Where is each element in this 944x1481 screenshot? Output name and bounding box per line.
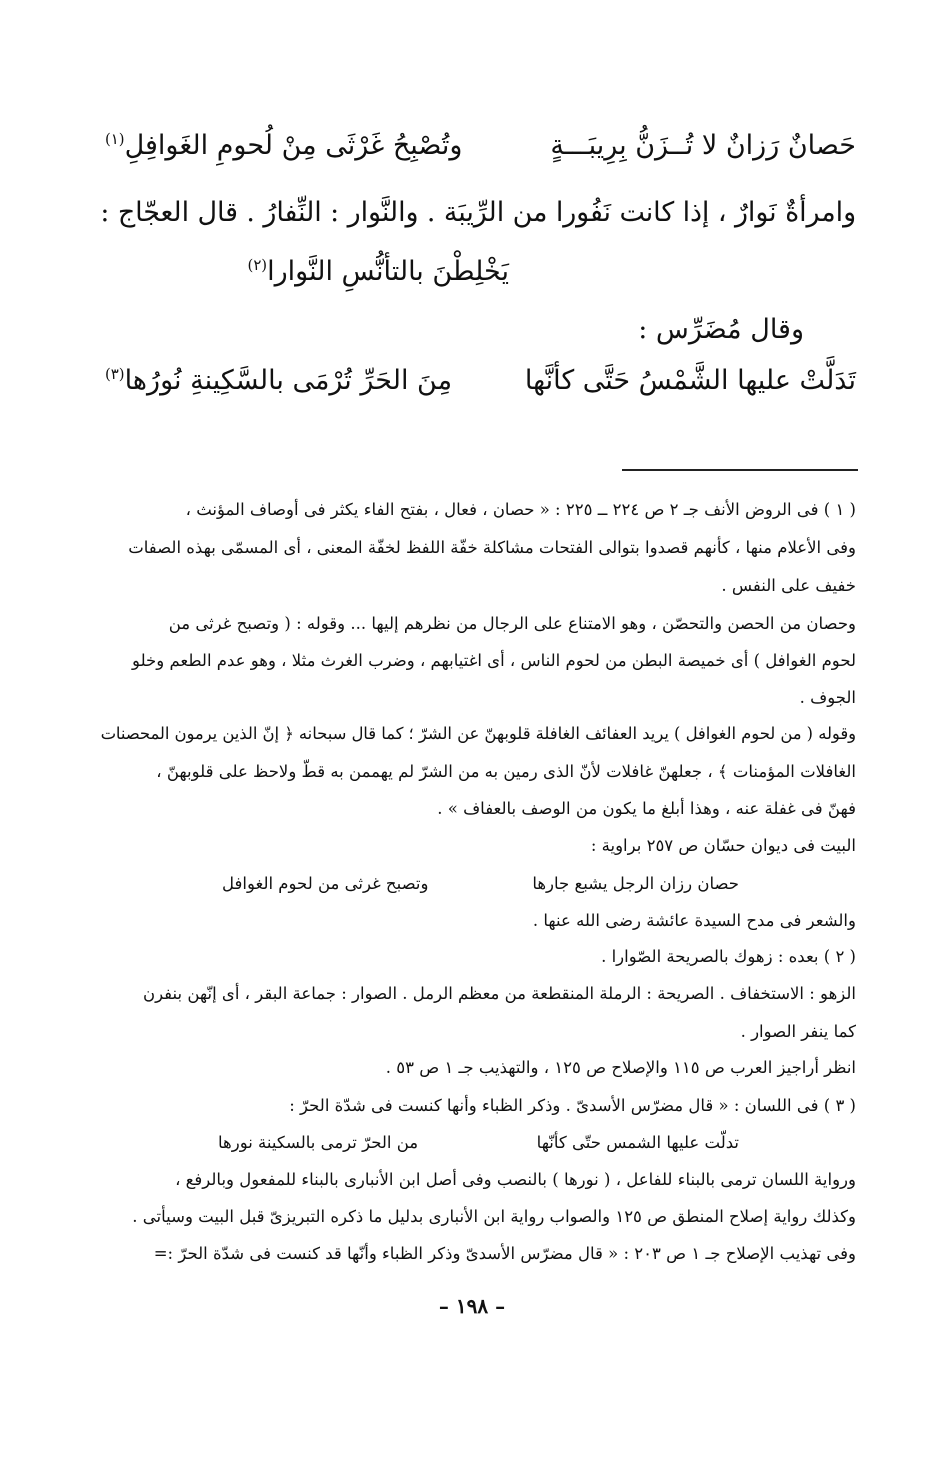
footnote-1-line-e: لحوم الغوافل ) أى خميصة البطن من لحوم الناس ، أى اغتيابهم ، وضرب الغرث مثلا ، وهو عدم الطعم وخلو [132, 651, 856, 670]
footnote-3-line-b: ورواية اللسان ترمى بالبناء للفاعل ، ( نورها ) بالنصب وفى أصل ابن الأنبارى بالبناء للمفعول وبالرفع ، [175, 1170, 856, 1189]
verse-1-second-text: وتُصْبِحُ غَرْثَى مِنْ لُحومِ الغَوافِلِ [124, 130, 463, 161]
footnote-3-line-c: وكذلك رواية إصلاح المنطق ص ١٢٥ والصواب رواية ابن الأنبارى بدليل ما ذكره التبريزىّ قبل البيت وسيأتى . [132, 1207, 856, 1226]
footnote-3-line-a: ( ٣ ) فى اللسان : « قال مضرّس الأسدىّ . وذكر الظباء وأنها كنست فى شدّة الحرّ : [289, 1096, 856, 1115]
verse-2-second-text: مِنَ الحَرِّ تُرْمَى بالسَّكِينةِ نُورُها [124, 365, 453, 396]
verse-1 [105, 130, 856, 161]
main-line-4: وقال مُضَرِّس : [638, 314, 804, 345]
verse-2-second-hemistich [105, 365, 452, 396]
footnote-2-line-b: الزهو : الاستخفاف . الصريحة : الرملة المنقطعة من معظم الرمل . الصوار : جماعة البقر ، أى إنّهن بنفرن [142, 984, 856, 1003]
footnote-1-line-c: خفيف على النفس . [721, 576, 856, 595]
footnote-1-line-i: فهنّ فى غفلة عنه ، وهذا أبلغ ما يكون من الوصف بالعفاف » . [437, 799, 856, 818]
verse-1-second-hemistich [105, 130, 462, 161]
footnote-1-verse [222, 874, 739, 893]
footnote-3-verse-second: من الحرّ ترمى بالسكينة نورها [218, 1133, 419, 1152]
footnote-3-line-d: وفى تهذيب الإصلاح جـ ١ ص ٢٠٣ : « قال مضرّس الأسدىّ وذكر الظباء وأنّها قد كنست فى شدّة الحرّ := [153, 1244, 856, 1263]
footnote-1-line-j: البيت فى ديوان حسّان ص ٢٥٧ براوية : [590, 836, 856, 855]
footnote-separator [622, 469, 858, 471]
footnote-1-verse-second: وتصبح غرثى من لحوم الغوافل [222, 874, 429, 893]
footnote-2-line-d: انظر أراجيز العرب ص ١١٥ والإصلاح ص ١٢٥ ، والتهذيب جـ ١ ص ٥٣ . [385, 1058, 856, 1077]
rajaz-line: يَخْلِطْنَ بالتأنُّسِ النَّوارا [267, 256, 509, 287]
page-number: – ١٩٨ – [438, 1294, 506, 1318]
footnote-2-line-a: ( ٢ ) بعده : زهوك بالصريحة الصّوارا . [601, 947, 856, 966]
footnote-3-verse [218, 1133, 739, 1152]
footnote-3-verse-first: تدلّت عليها الشمس حتّى كأنّها [536, 1133, 739, 1152]
main-line-2: وامرأةٌ نَوارٌ ، إذا كانت نَفُورا من الرِّيبَة . والنَّوار : النِّفارُ . قال العجّاج : [100, 197, 856, 228]
footnote-1-line-a: ( ١ ) فى الروض الأنف جـ ٢ ص ٢٢٤ ــ ٢٢٥ : « حصان ، فعال ، بفتح الفاء يكثر فى أوصاف المؤنث ، [185, 500, 856, 519]
footnote-1-line-f: الجوف . [799, 688, 856, 707]
footnote-ref-2: (٢) [247, 256, 268, 274]
verse-2-first-hemistich: تَدَلَّتْ عليها الشَّمْسُ حَتَّى كأنَّها [524, 365, 856, 396]
footnote-1-line-k: والشعر فى مدح السيدة عائشة رضى الله عنها . [532, 911, 856, 930]
footnote-1-line-g: وقوله ( من لحوم الغوافل ) يريد العفائف الغافلة قلوبهنّ عن الشرّ ؛ كما قال سبحانه ﴿ إنّ الذين يرمون المحصنات [100, 724, 856, 743]
footnote-ref-1: (١) [105, 130, 125, 148]
footnote-1-verse-first: حصان رزان الرجل يشبع جارها [532, 874, 739, 893]
verse-1-first-hemistich: حَصانٌ رَزانٌ لا تُــزَنُّ بِرِيبَـــةٍ [550, 130, 856, 161]
footnote-1-line-b: وفى الأعلام منها ، كأنهم قصدوا بتوالى الفتحات مشاكلة خفّة اللفظ لخفّة المعنى ، أى المسمّى بهذه الصفات [128, 538, 856, 557]
footnote-1-line-h: الغافلات المؤمنات ﴾ ، جعلهنّ غافلات لأنّ الذى رمين به من الشرّ لم يهممن به قطّ ولاحظ على قلوبهنّ ، [156, 762, 856, 781]
footnote-ref-3: (٣) [105, 365, 125, 383]
verse-2 [105, 365, 856, 396]
main-line-3 [248, 256, 509, 287]
footnote-1-line-d: وحصان من الحصن والتحصّن ، وهو الامتناع على الرجال من نظرهم إليها ... وقوله : ( وتصبح غرثى من [168, 614, 856, 633]
footnote-2-line-c: كما ينفر الصوار . [740, 1022, 856, 1041]
